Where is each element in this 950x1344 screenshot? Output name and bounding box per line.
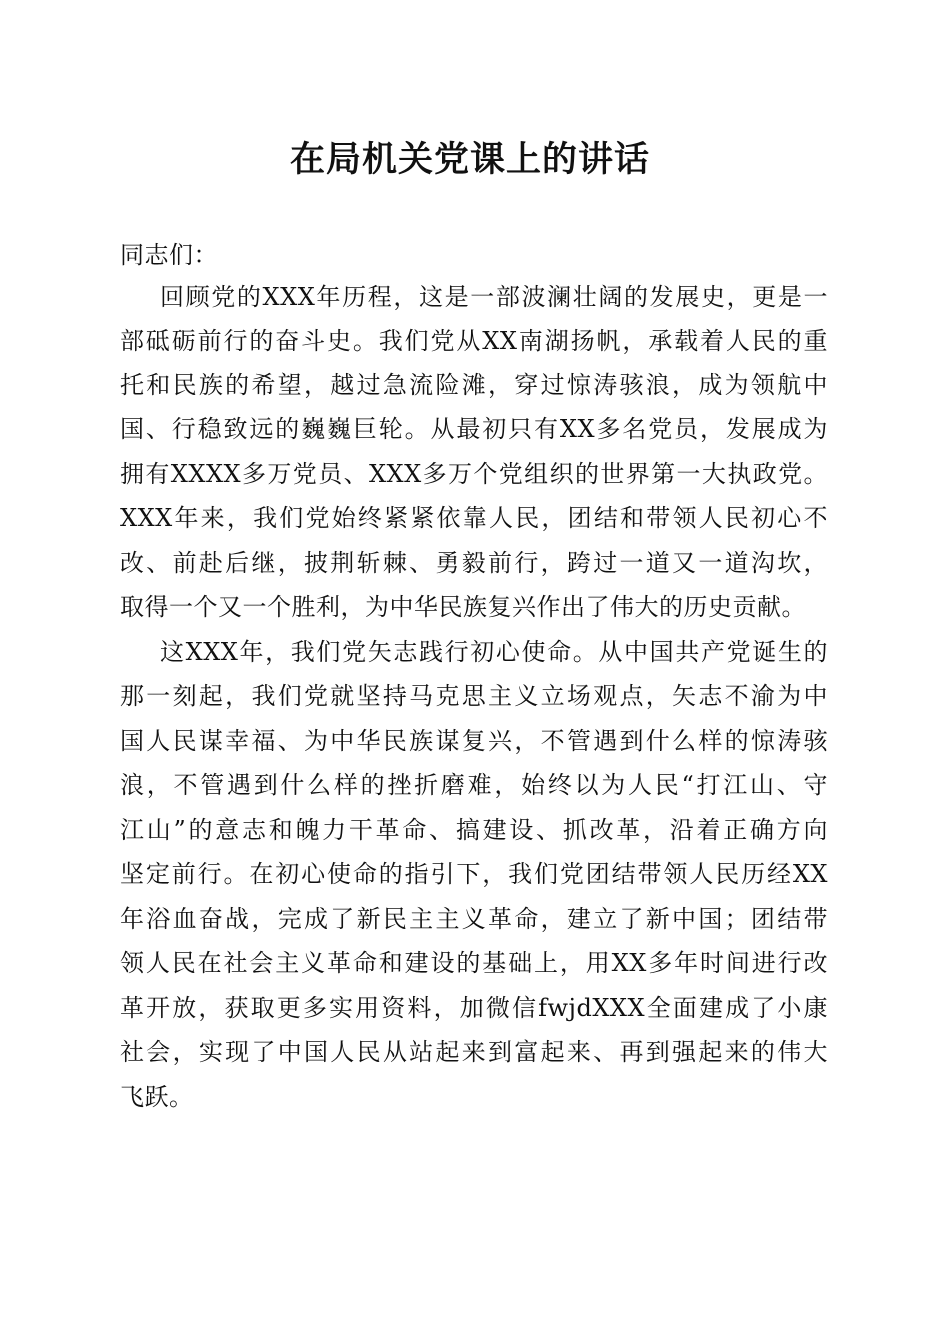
paragraph-2-line-6: 坚定前行。在初心使命的指引下，我们党团结带领人民历经XX xyxy=(120,860,828,888)
paragraph-2-line-9: 革开放，获取更多实用资料，加微信fwjdXXX全面建成了小康 xyxy=(120,994,828,1022)
paragraph-1-line-2: 部砥砺前行的奋斗史。我们党从XX南湖扬帆，承载着人民的重 xyxy=(120,327,828,355)
paragraph-2-line-11: 飞跃。 xyxy=(120,1083,194,1111)
paragraph-2-line-3: 国人民谋幸福、为中华民族谋复兴，不管遇到什么样的惊涛骇 xyxy=(120,727,828,755)
paragraph-1-line-5: 拥有XXXX多万党员、XXX多万个党组织的世界第一大执政党。 xyxy=(120,460,828,488)
salutation: 同志们： xyxy=(120,241,218,269)
paragraph-2-line-2: 那一刻起，我们党就坚持马克思主义立场观点，矢志不渝为中 xyxy=(120,682,828,710)
paragraph-2-line-10: 社会，实现了中国人民从站起来到富起来、再到强起来的伟大 xyxy=(120,1038,828,1066)
paragraph-2-line-8: 领人民在社会主义革命和建设的基础上，用XX多年时间进行改 xyxy=(120,949,828,977)
document-title: 在局机关党课上的讲话 xyxy=(289,139,650,180)
paragraph-2-line-4: 浪，不管遇到什么样的挫折磨难，始终以为人民“打江山、守 xyxy=(120,771,828,799)
paragraph-1-line-3: 托和民族的希望，越过急流险滩，穿过惊涛骇浪，成为领航中 xyxy=(120,371,828,399)
paragraph-1-line-1: 回顾党的XXX年历程，这是一部波澜壮阔的发展史，更是一 xyxy=(160,283,828,311)
paragraph-1-line-8: 取得一个又一个胜利，为中华民族复兴作出了伟大的历史贡献。 xyxy=(120,593,806,621)
paragraph-2-line-5: 江山”的意志和魄力干革命、搞建设、抓改革，沿着正确方向 xyxy=(120,816,828,844)
paragraph-2-line-7: 年浴血奋战，完成了新民主主义革命，建立了新中国；团结带 xyxy=(120,905,828,933)
paragraph-1-line-4: 国、行稳致远的巍巍巨轮。从最初只有XX多名党员，发展成为 xyxy=(120,415,828,443)
paragraph-2-line-1: 这XXX年，我们党矢志践行初心使命。从中国共产党诞生的 xyxy=(160,638,828,666)
paragraph-1-line-6: XXX年来，我们党始终紧紧依靠人民，团结和带领人民初心不 xyxy=(120,504,828,532)
paragraph-1-line-7: 改、前赴后继，披荆斩棘、勇毅前行，跨过一道又一道沟坎， xyxy=(120,549,828,577)
